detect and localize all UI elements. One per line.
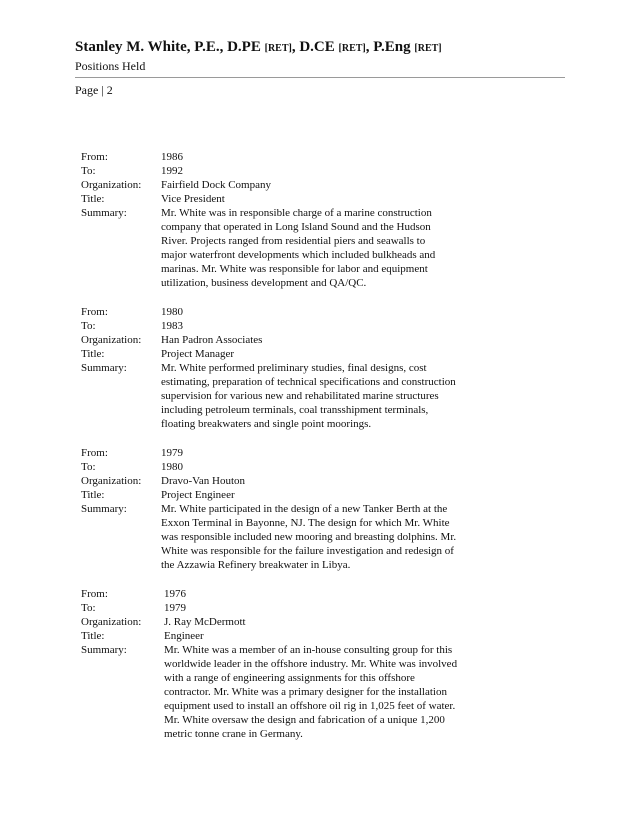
from-row bbox=[81, 446, 481, 460]
ret-tag: [RET] bbox=[264, 43, 292, 54]
from-row bbox=[81, 587, 481, 601]
organization-row bbox=[81, 615, 481, 629]
organization-row bbox=[81, 333, 481, 347]
to-label: To: bbox=[81, 320, 96, 332]
position-entry bbox=[81, 446, 481, 572]
from-label: From: bbox=[81, 447, 108, 459]
summary-line: Mr. White participated in the design of a new Tanker Berth at the bbox=[161, 503, 448, 515]
to-label: To: bbox=[81, 602, 96, 614]
organization-row bbox=[81, 474, 481, 488]
ret-tag: [RET] bbox=[338, 43, 366, 54]
document-header bbox=[75, 38, 565, 74]
summary-line: metric tonne crane in Germany. bbox=[164, 728, 303, 740]
summary-line: utilization, business development and QA/QC. bbox=[161, 277, 367, 289]
organization-label: Organization: bbox=[81, 616, 142, 628]
from-label: From: bbox=[81, 306, 108, 318]
organization-label: Organization: bbox=[81, 179, 142, 191]
summary-row bbox=[81, 502, 481, 572]
positions-list bbox=[81, 150, 481, 756]
summary-line: major waterfront developments which included bulkheads and bbox=[161, 249, 436, 261]
document-subtitle: Positions Held bbox=[75, 59, 146, 73]
summary-row bbox=[81, 643, 481, 741]
from-value: 1980 bbox=[161, 306, 183, 318]
summary-row bbox=[81, 206, 481, 290]
summary-label: Summary: bbox=[81, 503, 127, 515]
title-row bbox=[81, 192, 481, 206]
from-row bbox=[81, 150, 481, 164]
summary-label: Summary: bbox=[81, 207, 127, 219]
position-entry bbox=[81, 150, 481, 290]
page-number: Page | 2 bbox=[75, 83, 113, 97]
to-row bbox=[81, 460, 481, 474]
organization-value: Dravo-Van Houton bbox=[161, 475, 246, 487]
title-row bbox=[81, 629, 481, 643]
title-value: Project Engineer bbox=[161, 489, 235, 501]
summary-line: Mr. White oversaw the design and fabrication of a unique 1,200 bbox=[164, 714, 445, 726]
from-value: 1976 bbox=[164, 588, 186, 600]
title-value: Vice President bbox=[161, 193, 225, 205]
from-value: 1986 bbox=[161, 151, 183, 163]
summary-text bbox=[161, 206, 481, 290]
title-label: Title: bbox=[81, 489, 105, 501]
summary-line: River. Projects ranged from residential piers and seawalls to bbox=[161, 235, 426, 247]
summary-row bbox=[81, 361, 481, 431]
document-title bbox=[75, 38, 565, 58]
summary-line: floating breakwaters and single point moorings. bbox=[161, 418, 372, 430]
summary-line: Mr. White was a member of an in-house consulting group for this bbox=[164, 644, 453, 656]
to-row bbox=[81, 164, 481, 178]
position-entry bbox=[81, 305, 481, 431]
title-row bbox=[81, 347, 481, 361]
summary-line: supervision for various new and rehabilitated marine structures bbox=[161, 390, 439, 402]
ret-tag: [RET] bbox=[414, 43, 442, 54]
to-label: To: bbox=[81, 165, 96, 177]
summary-line: the Azzawia Refinery breakwater in Libya. bbox=[161, 559, 351, 571]
summary-line: was responsible included new mooring and breasting dolphins. Mr. bbox=[161, 531, 457, 543]
dce-text: , D.CE bbox=[291, 39, 335, 55]
organization-value: J. Ray McDermott bbox=[164, 616, 246, 628]
position-entry bbox=[81, 587, 481, 741]
summary-line: equipment used to install an offshore oil rig in 1,025 feet of water. bbox=[164, 700, 456, 712]
title-label: Title: bbox=[81, 348, 105, 360]
summary-label: Summary: bbox=[81, 644, 127, 656]
organization-label: Organization: bbox=[81, 334, 142, 346]
from-row bbox=[81, 305, 481, 319]
title-label: Title: bbox=[81, 630, 105, 642]
summary-line: contractor. Mr. White was a primary designer for the installation bbox=[164, 686, 447, 698]
title-value: Project Manager bbox=[161, 348, 234, 360]
summary-line: company that operated in Long Island Sound and the Hudson bbox=[161, 221, 431, 233]
summary-line: Mr. White was in responsible charge of a marine construction bbox=[161, 207, 432, 219]
to-label: To: bbox=[81, 461, 96, 473]
to-value: 1992 bbox=[161, 165, 183, 177]
organization-value: Han Padron Associates bbox=[161, 334, 263, 346]
summary-text bbox=[161, 361, 481, 431]
title-label: Title: bbox=[81, 193, 105, 205]
summary-text bbox=[161, 502, 481, 572]
summary-line: with a range of engineering assignments for this offshore bbox=[164, 672, 415, 684]
from-label: From: bbox=[81, 151, 108, 163]
to-row bbox=[81, 319, 481, 333]
organization-value: Fairfield Dock Company bbox=[161, 179, 271, 191]
name-text: Stanley M. White, P.E., D.PE bbox=[75, 39, 261, 55]
to-row bbox=[81, 601, 481, 615]
from-value: 1979 bbox=[161, 447, 183, 459]
organization-label: Organization: bbox=[81, 475, 142, 487]
summary-line: worldwide leader in the offshore industry. Mr. White was involved bbox=[164, 658, 458, 670]
to-value: 1980 bbox=[161, 461, 183, 473]
summary-label: Summary: bbox=[81, 362, 127, 374]
to-value: 1979 bbox=[164, 602, 186, 614]
title-row bbox=[81, 488, 481, 502]
from-label: From: bbox=[81, 588, 108, 600]
summary-line: Exxon Terminal in Bayonne, NJ. The design for which Mr. White bbox=[161, 517, 450, 529]
summary-text bbox=[161, 643, 481, 741]
to-value: 1983 bbox=[161, 320, 183, 332]
summary-line: estimating, preparation of technical specifications and construction bbox=[161, 376, 456, 388]
summary-line: including petroleum terminals, coal transshipment terminals, bbox=[161, 404, 429, 416]
summary-line: marinas. Mr. White was responsible for labor and equipment bbox=[161, 263, 428, 275]
header-divider bbox=[75, 77, 565, 78]
peng-text: , P.Eng bbox=[365, 39, 411, 55]
title-value: Engineer bbox=[164, 630, 204, 642]
summary-line: White was responsible for the failure investigation and redesign of bbox=[161, 545, 454, 557]
summary-line: Mr. White performed preliminary studies, final designs, cost bbox=[161, 362, 427, 374]
organization-row bbox=[81, 178, 481, 192]
